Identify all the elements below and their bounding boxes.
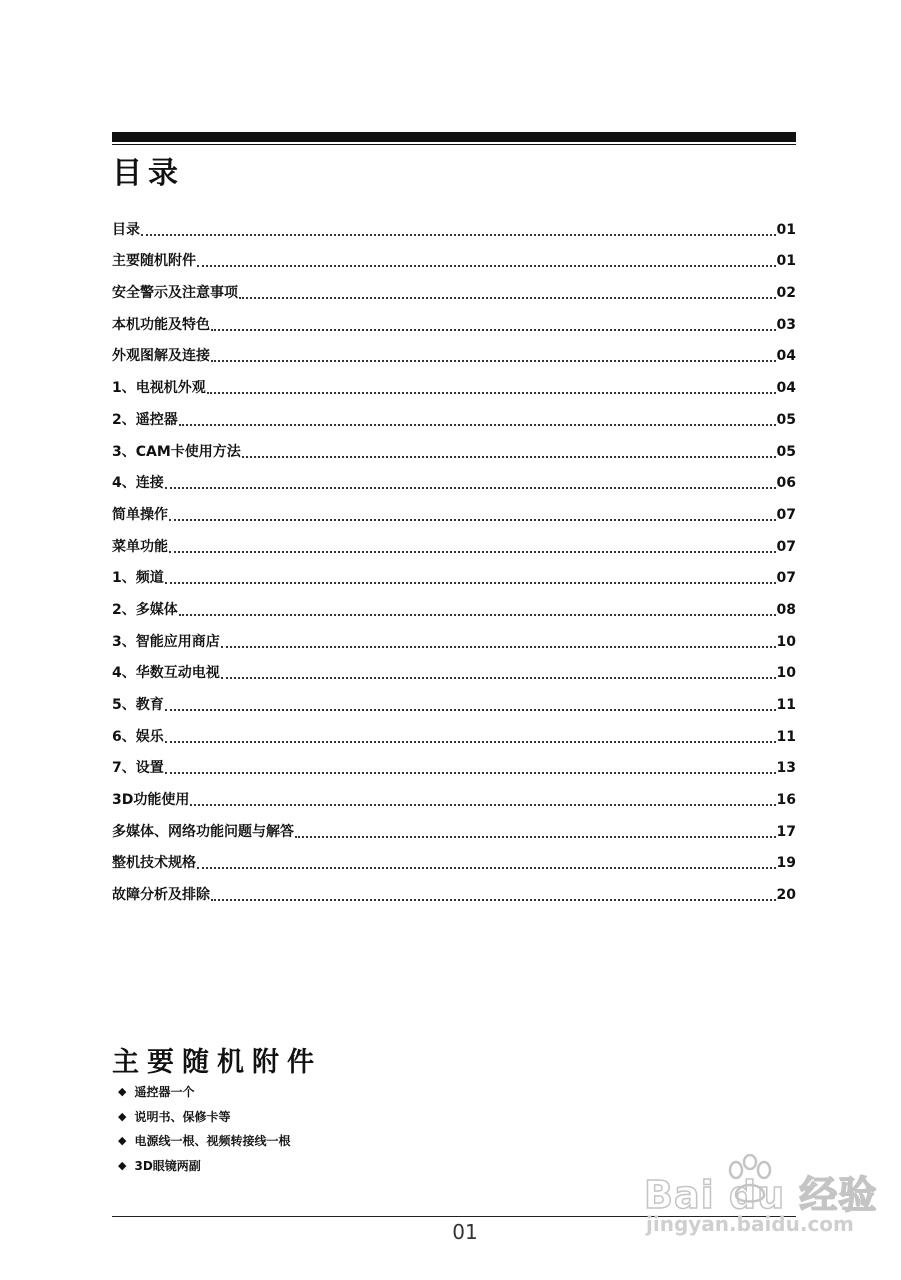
toc-entry (112, 525, 796, 557)
toc-leader-dots (207, 392, 776, 394)
toc-entry-label: 外观图解及连接 (112, 348, 210, 365)
accessory-label: 3D眼镜两副 (134, 1158, 201, 1173)
toc-entry-page: 04 (776, 380, 796, 397)
toc-entry-label: 菜单功能 (112, 538, 168, 555)
toc-entry (112, 747, 796, 779)
toc-entry-label: 4、连接 (112, 475, 164, 492)
toc-entry-label: 6、娱乐 (112, 728, 164, 745)
toc-entry (112, 462, 796, 494)
toc-entry-label: 3、智能应用商店 (112, 633, 220, 650)
toc-leader-dots (197, 867, 776, 869)
accessory-item (118, 1080, 290, 1105)
toc-entry (112, 303, 796, 335)
toc-entry-page: 20 (776, 887, 796, 904)
toc-entry-page: 07 (776, 570, 796, 587)
toc-entry (112, 842, 796, 874)
toc-leader-dots (242, 456, 776, 458)
toc-entry-label: 安全警示及注意事项 (112, 285, 238, 302)
toc-entry (112, 430, 796, 462)
toc-entry (112, 652, 796, 684)
toc-entry-label: 本机功能及特色 (112, 316, 210, 333)
toc-leader-dots (165, 709, 776, 711)
toc-entry (112, 683, 796, 715)
toc-entry-page: 19 (776, 855, 796, 872)
toc-leader-dots (165, 741, 776, 743)
accessory-label: 遥控器一个 (134, 1085, 195, 1100)
toc-entry-page: 08 (776, 601, 796, 618)
toc-entry-page: 11 (776, 728, 796, 745)
diamond-bullet-icon: ◆ (118, 1109, 127, 1123)
toc-entry-page: 10 (776, 665, 796, 682)
baidu-jingyan-watermark (640, 1150, 890, 1245)
toc-entry (112, 620, 796, 652)
toc-leader-dots (169, 519, 776, 521)
toc-entry-label: 1、频道 (112, 570, 164, 587)
toc-entry-page: 10 (776, 633, 796, 650)
toc-entry (112, 493, 796, 525)
top-thick-rule (112, 132, 796, 142)
toc-entry (112, 873, 796, 905)
toc-leader-dots (165, 487, 776, 489)
toc-entry-page: 06 (776, 475, 796, 492)
toc-entry-page: 13 (776, 760, 796, 777)
toc-entry-label: 7、设置 (112, 760, 164, 777)
toc-entry (112, 778, 796, 810)
toc-leader-dots (179, 614, 776, 616)
toc-entry (112, 557, 796, 589)
toc-leader-dots (221, 646, 776, 648)
toc-entry-label: 多媒体、网络功能问题与解答 (112, 823, 294, 840)
toc-entry (112, 208, 796, 240)
toc-leader-dots (211, 329, 776, 331)
toc-entry-label: 3、CAM卡使用方法 (112, 443, 241, 460)
toc-entry (112, 240, 796, 272)
toc-entry (112, 271, 796, 303)
toc-entry-label: 4、华数互动电视 (112, 665, 220, 682)
toc-entry (112, 398, 796, 430)
toc-leader-dots (221, 677, 776, 679)
toc-entry-page: 07 (776, 506, 796, 523)
toc-leader-dots (197, 265, 776, 267)
toc-entry-page: 11 (776, 697, 796, 713)
toc-entry (112, 366, 796, 398)
toc-leader-dots (165, 582, 776, 584)
toc-leader-dots (179, 424, 776, 426)
accessory-item (118, 1105, 290, 1130)
toc-entry-label: 3D功能使用 (112, 792, 190, 809)
toc-entry-page: 03 (776, 316, 796, 333)
toc-heading: 目录 (112, 156, 184, 191)
accessory-label: 说明书、保修卡等 (134, 1109, 231, 1124)
top-thin-rule (112, 144, 796, 145)
accessories-heading: 主要随机附件 (112, 1047, 322, 1078)
page-number: 01 (452, 1220, 478, 1244)
accessory-label: 电源线一根、视频转接线一根 (134, 1134, 291, 1149)
watermark-brand: Bai du 经验 (644, 1173, 878, 1217)
toc-entry-label: 主要随机附件 (112, 253, 196, 270)
toc-entry-page: 02 (776, 285, 796, 302)
accessory-item (118, 1129, 290, 1154)
toc-entry-label: 整机技术规格 (112, 855, 196, 872)
toc-entry-page: 17 (776, 823, 796, 840)
toc-leader-dots (295, 836, 776, 838)
toc-entry-page: 07 (776, 538, 796, 555)
toc-entry (112, 715, 796, 747)
toc-entry-page: 01 (776, 253, 796, 270)
toc-leader-dots (211, 360, 776, 362)
toc-leader-dots (165, 772, 776, 774)
toc-leader-dots (211, 899, 776, 901)
table-of-contents (112, 208, 796, 905)
toc-entry (112, 588, 796, 620)
toc-entry-page: 05 (776, 443, 796, 460)
diamond-bullet-icon: ◆ (118, 1134, 127, 1148)
toc-leader-dots (239, 297, 776, 299)
toc-entry-label: 简单操作 (112, 506, 168, 523)
toc-entry-page: 01 (776, 221, 796, 238)
toc-entry-label: 1、电视机外观 (112, 380, 206, 397)
accessory-item (118, 1154, 290, 1179)
toc-entry-page: 04 (776, 348, 796, 365)
accessories-list (118, 1080, 290, 1178)
toc-entry-label: 故障分析及排除 (112, 887, 210, 904)
toc-entry-label: 目录 (112, 221, 140, 238)
toc-leader-dots (169, 551, 776, 553)
toc-entry-page: 16 (776, 792, 796, 809)
watermark-url: jingyan.baidu.com (646, 1212, 854, 1236)
baidu-paw-icon (726, 1154, 774, 1206)
toc-leader-dots (141, 234, 776, 236)
toc-entry-label: 5、教育 (112, 697, 164, 713)
toc-entry (112, 810, 796, 842)
diamond-bullet-icon: ◆ (118, 1158, 127, 1172)
toc-entry-label: 2、多媒体 (112, 601, 178, 618)
toc-leader-dots (190, 804, 775, 806)
toc-entry (112, 335, 796, 367)
toc-entry-label: 2、遥控器 (112, 411, 178, 428)
diamond-bullet-icon: ◆ (118, 1085, 127, 1099)
toc-entry-page: 05 (776, 411, 796, 428)
